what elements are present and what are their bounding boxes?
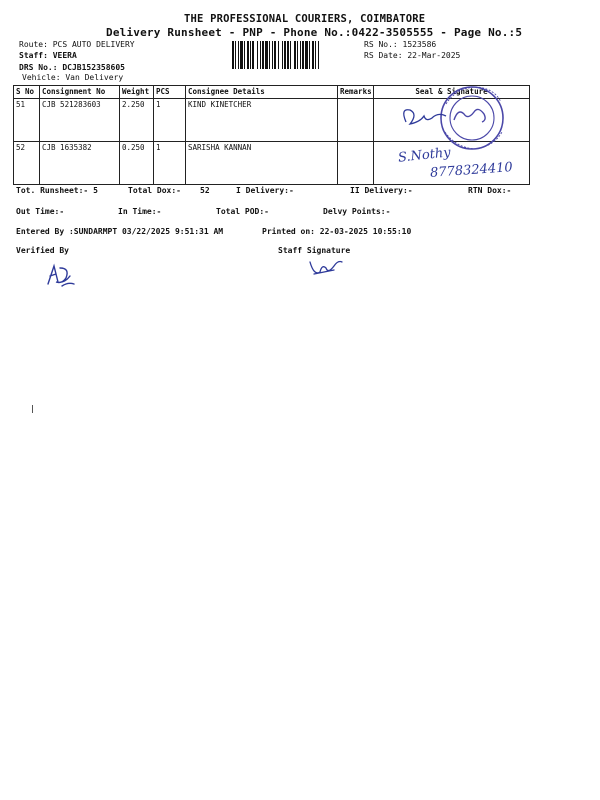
cell-consignee: KIND KINETCHER [186, 99, 338, 142]
cell-consignment: CJB 521283603 [40, 99, 120, 142]
route-text: Route: PCS AUTO DELIVERY [19, 40, 135, 49]
drs-number: DRS No.: DCJB152358605 [19, 63, 125, 72]
total-dox-value: 52 [200, 186, 210, 195]
total-dox-label: Total Dox:- [128, 186, 181, 195]
cell-consignment: CJB 1635382 [40, 142, 120, 185]
cell-pcs: 1 [154, 142, 186, 185]
col-header-pcs: PCS [154, 86, 186, 99]
entered-by: Entered By :SUNDARMPT 03/22/2025 9:51:31 AM [16, 227, 224, 236]
handwritten-phone: 8778324410 [429, 160, 514, 181]
col-header-remarks: Remarks [338, 86, 374, 99]
cell-remarks [338, 99, 374, 142]
cell-sno: 52 [14, 142, 40, 185]
verified-by-label: Verified By [16, 246, 69, 255]
verifier-signature [40, 262, 80, 290]
i-delivery: I Delivery:- [236, 186, 294, 195]
cell-sno: 51 [14, 99, 40, 142]
cell-consignee: SARISHA KANNAN [186, 142, 338, 185]
printed-on: Printed on: 22-03-2025 10:55:10 [262, 227, 412, 236]
staff-signature-label: Staff Signature [278, 246, 351, 255]
col-header-consignee: Consignee Details [186, 86, 338, 99]
col-header-sno: S No [14, 86, 40, 99]
tot-runsheet: Tot. Runsheet:- 5 [16, 186, 98, 195]
cell-weight: 2.250 [120, 99, 154, 142]
col-header-consignment: Consignment No [40, 86, 120, 99]
cell-weight: 0.250 [120, 142, 154, 185]
handwritten-name: S.Nothy [397, 145, 452, 166]
rs-number: RS No.: 1523586 [364, 40, 437, 49]
staff-text: Staff: VEERA [19, 51, 77, 60]
delivery-stamp [376, 84, 516, 150]
out-time: Out Time:- [16, 207, 65, 216]
col-header-weight: Weight [120, 86, 154, 99]
total-pod: Total POD:- [216, 207, 269, 216]
rtn-dox: RTN Dox:- [468, 186, 512, 195]
staff-signature [306, 254, 348, 278]
cell-pcs: 1 [154, 99, 186, 142]
col-header-seal-signature: Seal & Signature [374, 86, 530, 99]
margin-mark [32, 405, 33, 413]
in-time: In Time:- [118, 207, 162, 216]
rs-date: RS Date: 22-Mar-2025 [364, 51, 461, 60]
delvy-points: Delvy Points:- [323, 207, 391, 216]
barcode [232, 41, 358, 69]
company-title: THE PROFESSIONAL COURIERS, COIMBATORE [184, 13, 426, 25]
ii-delivery: II Delivery:- [350, 186, 413, 195]
vehicle-text: Vehicle: Van Delivery [22, 73, 124, 82]
cell-remarks [338, 142, 374, 185]
runsheet-title: Delivery Runsheet - PNP - Phone No.:0422-3505555 - Page No.:5 [106, 26, 523, 39]
